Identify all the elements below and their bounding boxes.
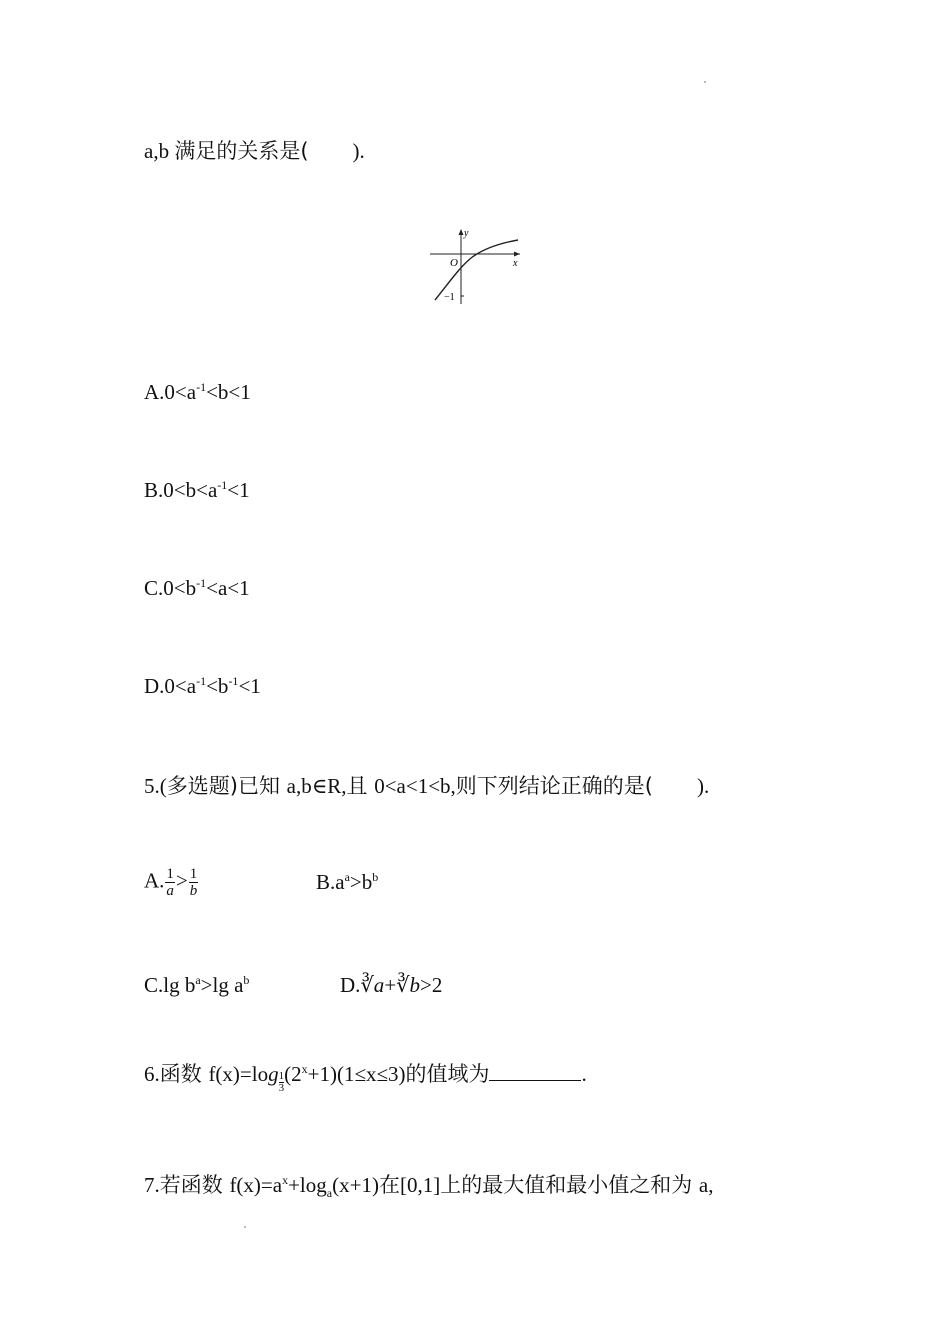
option-5d bbox=[340, 971, 442, 999]
function-graph bbox=[426, 226, 526, 306]
q5-text-2: 且 bbox=[346, 774, 375, 798]
q6-exponent: x bbox=[301, 1062, 308, 1076]
q6-end: . bbox=[581, 1062, 587, 1086]
option-4a: $A.0<a^{-1}<b<1$ bbox=[144, 380, 251, 404]
question-intro bbox=[144, 137, 365, 165]
question-5 bbox=[144, 772, 709, 800]
y-tick-label: −1 bbox=[444, 292, 455, 303]
option-5c: C.lg $b^a>\lg$ $a^b$ bbox=[144, 973, 250, 997]
q7-math-2: +log bbox=[288, 1173, 327, 1197]
origin-label: O bbox=[450, 257, 458, 269]
q7-text-3: 上的最大值和最小值之和为 bbox=[440, 1173, 699, 1197]
option-5d-plus: + bbox=[384, 973, 397, 997]
q5-text-1: )已知 bbox=[229, 774, 287, 798]
q6-log-g: g bbox=[268, 1062, 279, 1086]
q7-text-1: 若函数 bbox=[159, 1173, 230, 1197]
q7-log-base: a bbox=[326, 1186, 333, 1200]
q5-tag: 多选题 bbox=[166, 774, 230, 798]
q6-text-2: 的值域为 bbox=[405, 1062, 490, 1086]
option-5a bbox=[144, 866, 199, 899]
q5-text-3: 则下列结论正确的是( bbox=[455, 774, 653, 798]
option-4d: $D.0<a^{-1}<b^{-1}<1$ bbox=[144, 674, 261, 698]
speck-top bbox=[704, 81, 706, 83]
log-curve bbox=[435, 240, 518, 300]
intro-text: 满足的关系是( bbox=[174, 139, 309, 163]
intro-close: ). bbox=[352, 139, 365, 163]
option-4b: $B.0<b<a^{-1}<1$ bbox=[144, 478, 250, 502]
option-5d-rest: >2 bbox=[420, 973, 443, 997]
option-5a-prefix: A. bbox=[144, 868, 165, 893]
x-axis-label: x bbox=[513, 258, 518, 269]
speck-bottom bbox=[244, 1226, 246, 1228]
option-5a-gt: > bbox=[175, 868, 188, 893]
option-4c: $C.0<b^{-1}<a<1$ bbox=[144, 576, 250, 600]
q6-math-2: (2 bbox=[284, 1062, 302, 1086]
cube-root-b: ∛b bbox=[396, 973, 421, 997]
question-6 bbox=[144, 1060, 587, 1094]
q6-math-1: f(x)=lo bbox=[208, 1062, 269, 1086]
q7-prefix: 7. bbox=[144, 1173, 160, 1197]
fraction-1-over-b: $\frac{1}{b}$ bbox=[189, 866, 198, 899]
option-5d-prefix: D. bbox=[340, 973, 361, 997]
q5-math-1: a,b∈R, bbox=[286, 774, 347, 798]
q7-math-5: a, bbox=[698, 1173, 714, 1197]
q7-math-4: [0,1] bbox=[399, 1173, 441, 1197]
q6-prefix: 6. bbox=[144, 1062, 160, 1086]
option-5b: $B.a^a>b^b$ bbox=[316, 870, 379, 894]
fraction-1-over-a: $\frac{1}{a}$ bbox=[166, 866, 174, 899]
y-axis-label: y bbox=[464, 228, 469, 239]
q5-prefix: 5.( bbox=[144, 774, 167, 798]
intro-math: a,b bbox=[144, 139, 175, 163]
log-base-fraction: $\frac{1}{3}$ bbox=[278, 1070, 285, 1094]
q5-math-2: 0<a<1<b, bbox=[374, 774, 456, 798]
q7-math-3: (x+1) bbox=[332, 1173, 379, 1197]
question-7 bbox=[144, 1171, 713, 1199]
cube-root-a: ∛a bbox=[360, 973, 385, 997]
q6-text-1: 函数 bbox=[159, 1062, 209, 1086]
q6-answer-blank bbox=[489, 1060, 581, 1081]
q6-math-3: +1)(1≤x≤3) bbox=[307, 1062, 406, 1086]
q7-exponent: x bbox=[282, 1173, 289, 1187]
q5-close: ). bbox=[697, 774, 710, 798]
y-axis-arrow bbox=[459, 229, 464, 235]
x-axis-arrow bbox=[514, 252, 520, 257]
q7-text-2: 在 bbox=[378, 1173, 400, 1197]
q7-math-1: f(x)=a bbox=[229, 1173, 283, 1197]
